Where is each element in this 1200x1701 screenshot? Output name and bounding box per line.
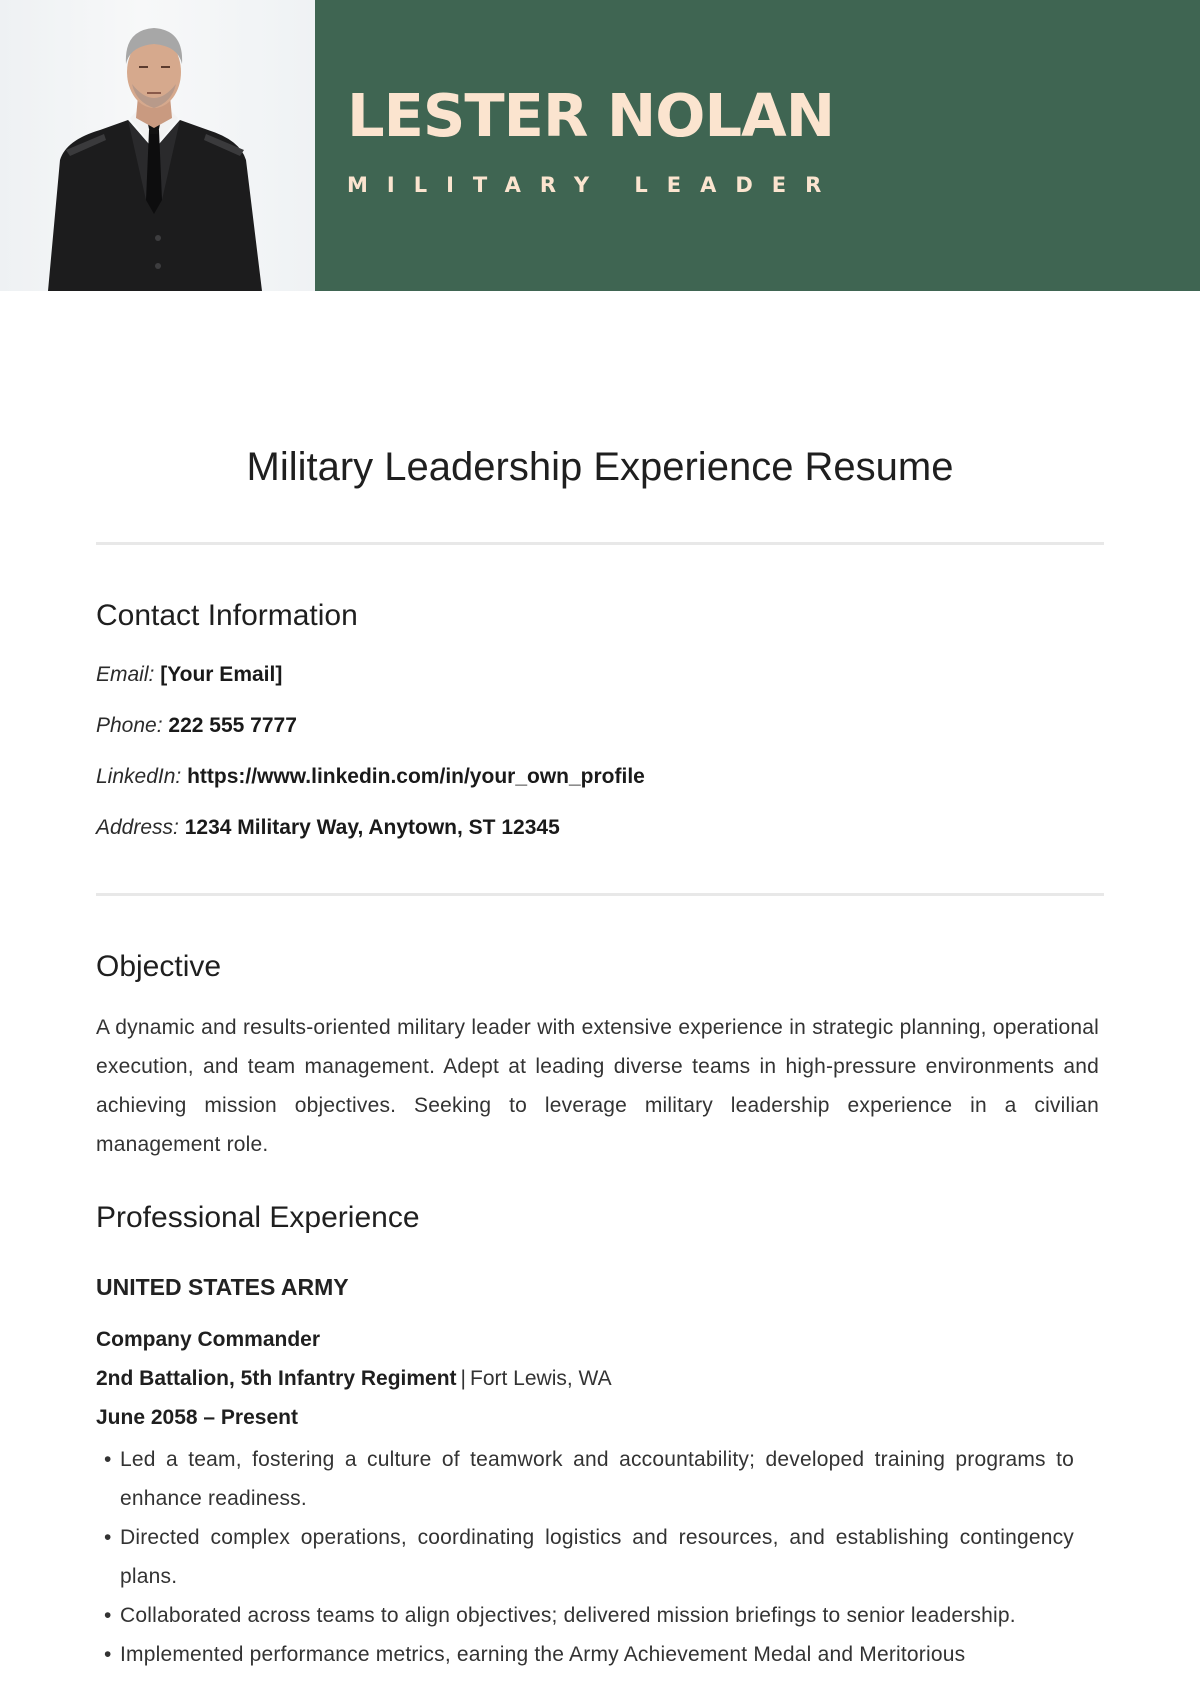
person-role: MILITARY LEADER xyxy=(347,173,841,197)
linkedin-label: LinkedIn: xyxy=(96,765,182,788)
objective-text: A dynamic and results-oriented military leader with extensive experience in strategic planning, operational execution, and team management. Adept at leading diverse teams in high-pressure environments and achieving mission objectives. Seeking to leverage military leadership experience in a civilian management role. xyxy=(96,1016,1099,1156)
document-title: Military Leadership Experience Resume xyxy=(246,445,954,489)
person-name: LESTER NOLAN xyxy=(347,81,835,150)
address-value: 1234 Military Way, Anytown, ST 12345 xyxy=(184,816,560,839)
contact-email xyxy=(96,662,282,688)
unit-separator: | xyxy=(460,1367,466,1390)
email-value[interactable]: [Your Email] xyxy=(160,663,283,686)
experience-heading: Professional Experience xyxy=(96,1201,420,1234)
contact-linkedin xyxy=(96,764,645,790)
experience-bullet: • Implemented performance metrics, earning the Army Achievement Medal and Meritorious xyxy=(96,1635,1074,1674)
phone-value[interactable]: 222 555 7777 xyxy=(168,714,297,737)
resume-header xyxy=(0,0,1200,291)
job-title: Company Commander xyxy=(96,1328,321,1351)
divider-contact xyxy=(96,893,1104,896)
contact-heading: Contact Information xyxy=(96,599,358,632)
portrait-photo xyxy=(0,0,315,291)
address-label: Address: xyxy=(96,816,179,839)
contact-phone xyxy=(96,713,297,739)
phone-label: Phone: xyxy=(96,714,163,737)
employer-name: UNITED STATES ARMY xyxy=(96,1274,349,1300)
experience-bullet: • Directed complex operations, coordinating logistics and resources, and establishing contingency plans. xyxy=(96,1518,1074,1596)
unit-name: 2nd Battalion, 5th Infantry Regiment xyxy=(96,1367,457,1390)
experience-bullets xyxy=(96,1440,1074,1674)
job-unit xyxy=(96,1367,612,1391)
unit-location: Fort Lewis, WA xyxy=(470,1367,612,1390)
job-dates: June 2058 – Present xyxy=(96,1406,298,1429)
experience-bullet: • Led a team, fostering a culture of teamwork and accountability; developed training programs to enhance readiness. xyxy=(96,1440,1074,1518)
portrait-photo-icon xyxy=(0,0,315,291)
objective-heading: Objective xyxy=(96,950,222,983)
email-label: Email: xyxy=(96,663,155,686)
experience-bullet: • Collaborated across teams to align objectives; delivered mission briefings to senior leadership. xyxy=(96,1596,1074,1635)
divider-top xyxy=(96,542,1104,545)
contact-address xyxy=(96,815,560,841)
linkedin-link[interactable]: https://www.linkedin.com/in/your_own_profile xyxy=(187,765,645,788)
